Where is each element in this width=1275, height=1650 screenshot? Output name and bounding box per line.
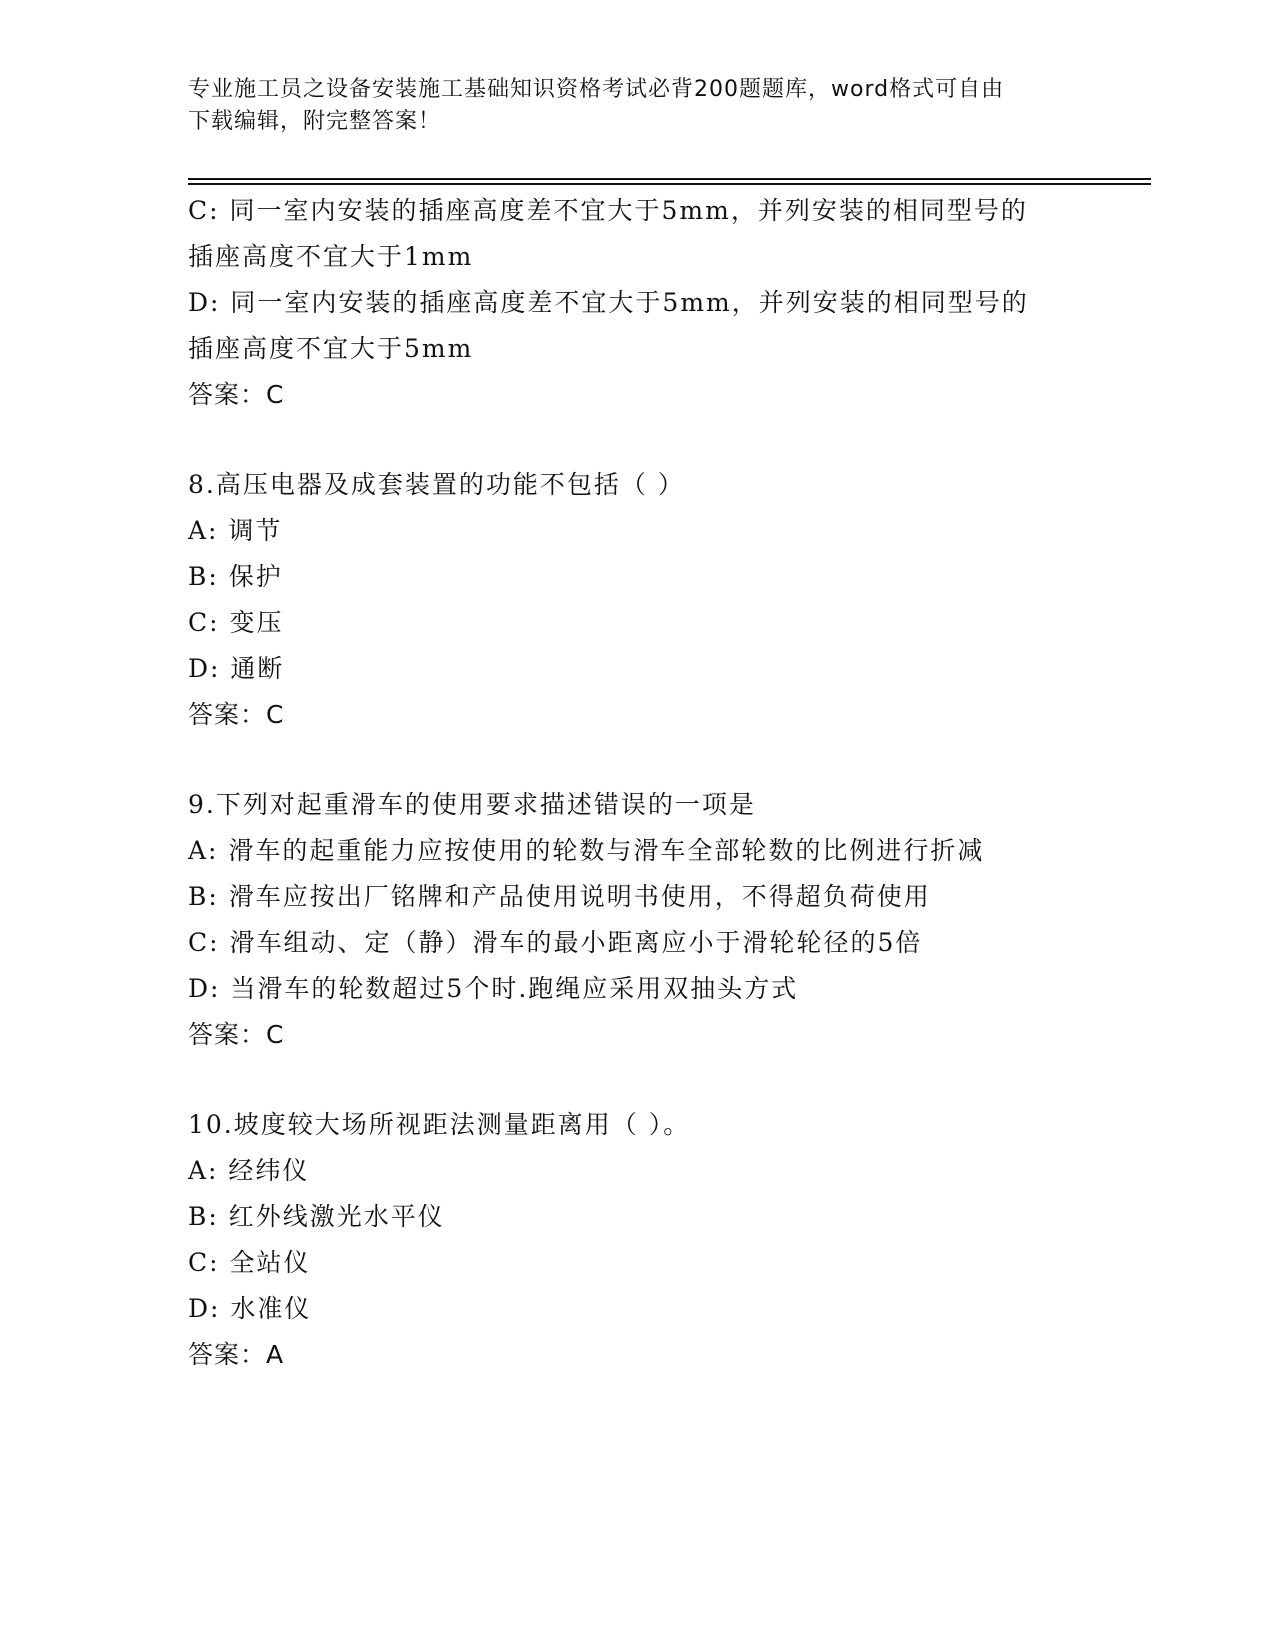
header-title-line1: 专业施工员之设备安装施工基础知识资格考试必背200题题库，word格式可自由 <box>188 77 1005 102</box>
answer: 答案：C <box>188 1020 285 1049</box>
spacer <box>188 418 1088 462</box>
option-d: D: 同一室内安装的插座高度差不宜大于5mm，并列安装的相同型号的 <box>188 288 1029 317</box>
option-b: B: 红外线激光水平仪 <box>188 1202 445 1231</box>
header-divider-bottom <box>188 183 1151 185</box>
answer: 答案：A <box>188 1340 285 1369</box>
option-a: A: 调节 <box>188 516 283 545</box>
answer: 答案：C <box>188 700 285 729</box>
option-d: D: 当滑车的轮数超过5个时.跑绳应采用双抽头方式 <box>188 974 799 1003</box>
header-divider-top <box>188 178 1151 180</box>
header-title-line2: 下载编辑，附完整答案！ <box>188 109 442 134</box>
option-b: B: 保护 <box>188 562 283 591</box>
option-c-continuation: 插座高度不宜大于1mm <box>188 242 474 271</box>
question-stem: 9.下列对起重滑车的使用要求描述错误的一项是 <box>188 790 756 819</box>
option-c: C: 全站仪 <box>188 1248 311 1277</box>
partial-question-block <box>188 188 1088 418</box>
question-block-9 <box>188 782 1088 1058</box>
spacer <box>188 1058 1088 1102</box>
option-a: A: 滑车的起重能力应按使用的轮数与滑车全部轮数的比例进行折减 <box>188 836 985 865</box>
question-block-10 <box>188 1102 1088 1378</box>
question-stem: 10.坡度较大场所视距法测量距离用（ ）。 <box>188 1110 691 1139</box>
question-content <box>188 188 1088 1378</box>
question-block-8 <box>188 462 1088 738</box>
option-a: A: 经纬仪 <box>188 1156 310 1185</box>
option-d-continuation: 插座高度不宜大于5mm <box>188 334 474 363</box>
answer: 答案：C <box>188 380 285 409</box>
option-d: D: 通断 <box>188 654 285 683</box>
option-c: C: 滑车组动、定（静）滑车的最小距离应小于滑轮轮径的5倍 <box>188 928 923 957</box>
question-stem: 8.高压电器及成套装置的功能不包括（ ） <box>188 470 685 499</box>
spacer <box>188 738 1088 782</box>
page-header <box>188 74 1088 138</box>
option-b: B: 滑车应按出厂铭牌和产品使用说明书使用，不得超负荷使用 <box>188 882 931 911</box>
option-d: D: 水准仪 <box>188 1294 312 1323</box>
option-c: C: 同一室内安装的插座高度差不宜大于5mm，并列安装的相同型号的 <box>188 196 1028 225</box>
option-c: C: 变压 <box>188 608 284 637</box>
